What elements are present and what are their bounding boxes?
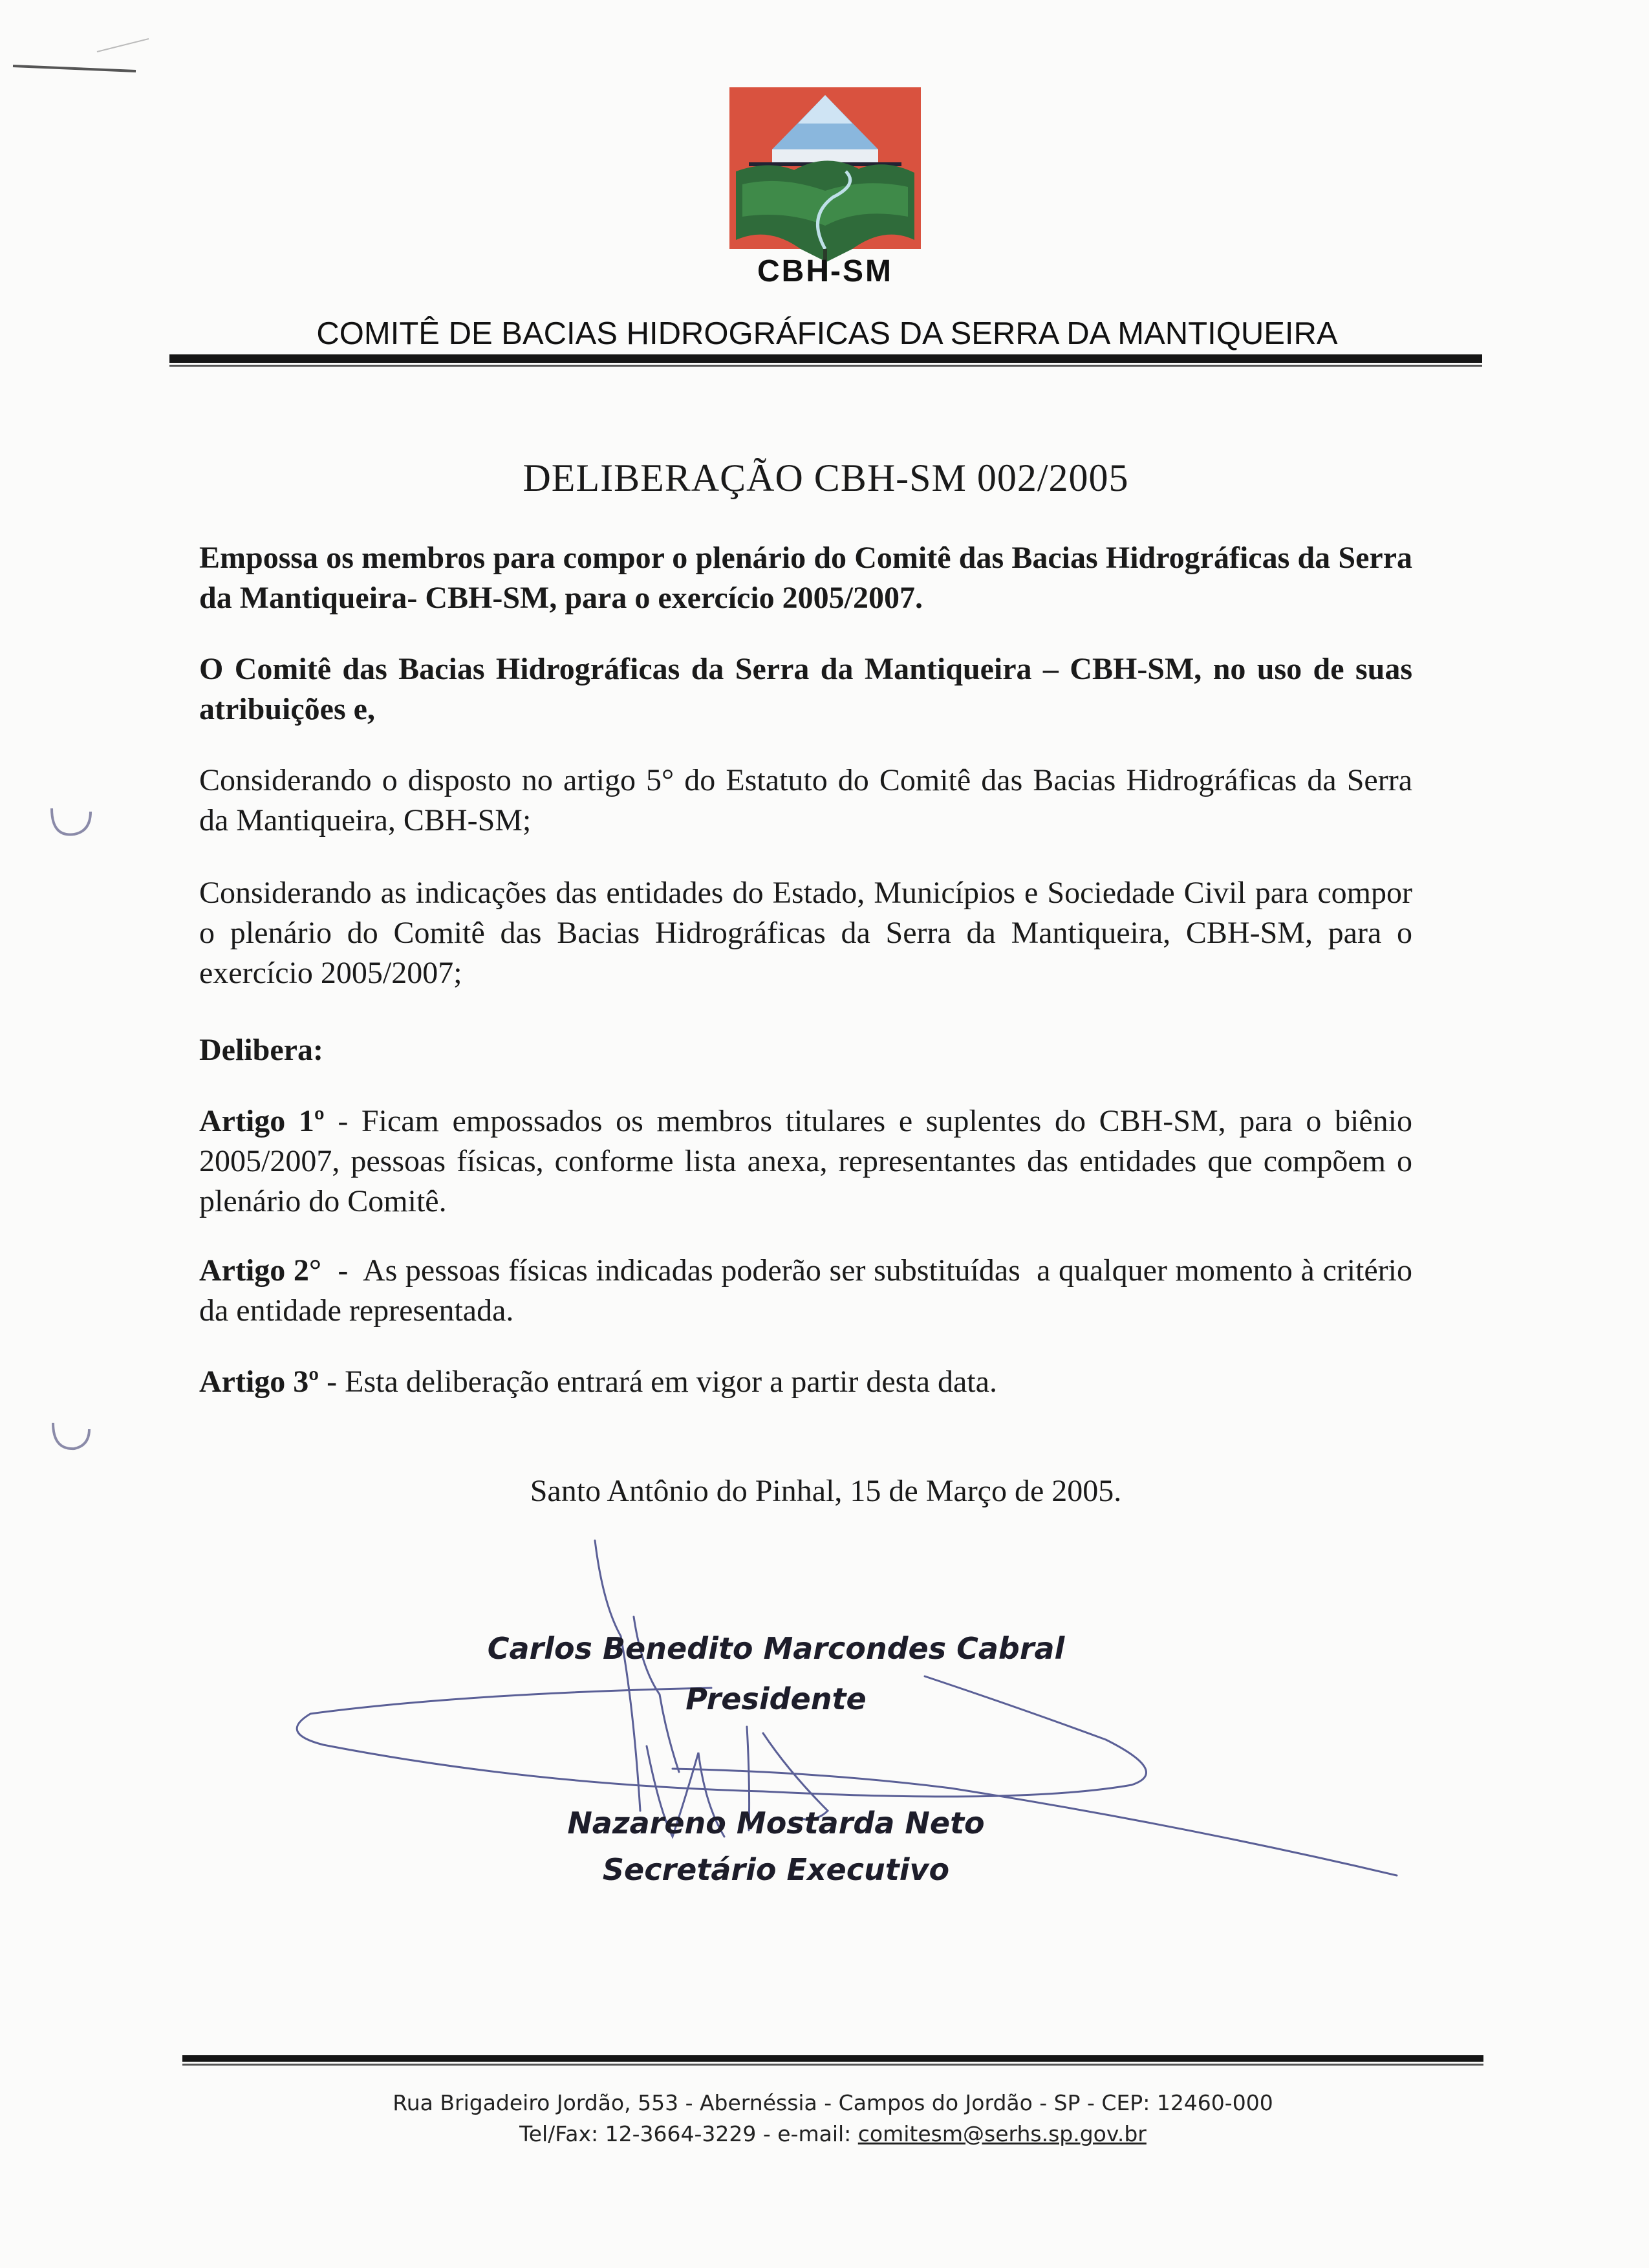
committee-name: COMITÊ DE BACIAS HIDROGRÁFICAS DA SERRA DA MANTIQUEIRA: [316, 316, 1338, 351]
article-label: Artigo 2°: [199, 1253, 322, 1288]
footer-phone: Tel/Fax: 12-3664-3229 - e-mail:: [519, 2121, 858, 2146]
footer-contact: [182, 2121, 1483, 2146]
resolves-heading: Delibera:: [199, 1033, 323, 1067]
summary-paragraph: Empossa os membros para compor o plenário do Comitê das Bacias Hidrográficas da Serra da Mantiqueira- CBH-SM, para o exercício 2005/2007.: [199, 541, 1412, 615]
footer-email-link[interactable]: comitesm@serhs.sp.gov.br: [857, 2121, 1147, 2146]
signatory-1-role: Presidente: [685, 1681, 867, 1716]
preamble-paragraph: O Comitê das Bacias Hidrográficas da Serra da Mantiqueira – CBH-SM, no uso de suas atribuições e,: [199, 652, 1412, 726]
scan-corner-mark: [0, 26, 149, 78]
article-1: [199, 1101, 1420, 1222]
footer-address: Rua Brigadeiro Jordão, 553 - Abernéssia - Campos do Jordão - SP - CEP: 12460-000: [393, 2090, 1273, 2115]
place-and-date: Santo Antônio do Pinhal, 15 de Março de 2005.: [530, 1474, 1122, 1508]
article-text: - Ficam empossados os membros titulares e suplentes do CBH-SM, para o biênio 2005/2007, pessoas físicas, conforme lista anexa, representantes das entidades que compõem o plenário do Comitê.: [199, 1104, 1420, 1218]
signatory-2-role: Secretário Executivo: [602, 1852, 950, 1887]
article-label: Artigo 3º: [199, 1365, 319, 1399]
footer-divider: [182, 2055, 1483, 2062]
header-divider: [169, 354, 1482, 363]
punch-hole-top: [45, 795, 97, 847]
considering-paragraph-2: Considerando as indicações das entidades do Estado, Municípios e Sociedade Civil para compor o plenário do Comitê das Bacias Hidrográficas da Serra da Mantiqueira, CBH-SM, para o exercício 2005/2007;: [199, 876, 1412, 990]
article-text: - Esta deliberação entrará em vigor a partir desta data.: [319, 1365, 997, 1399]
article-text: - As pessoas físicas indicadas poderão ser substituídas a qualquer momento à critério da entidade representada.: [199, 1253, 1421, 1328]
article-label: Artigo 1º: [199, 1104, 325, 1138]
considering-paragraph-1: Considerando o disposto no artigo 5° do Estatuto do Comitê das Bacias Hidrográficas da Serra da Mantiqueira, CBH-SM;: [199, 763, 1412, 837]
signatory-2-name: Nazareno Mostarda Neto: [567, 1806, 985, 1841]
document-title: DELIBERAÇÃO CBH-SM 002/2005: [523, 457, 1129, 499]
punch-hole-bottom: [45, 1410, 97, 1462]
article-2: [199, 1251, 1421, 1331]
article-3: [199, 1362, 1412, 1402]
signatory-1-name: Carlos Benedito Marcondes Cabral: [487, 1631, 1065, 1666]
logo-text: CBH-SM: [757, 254, 893, 288]
